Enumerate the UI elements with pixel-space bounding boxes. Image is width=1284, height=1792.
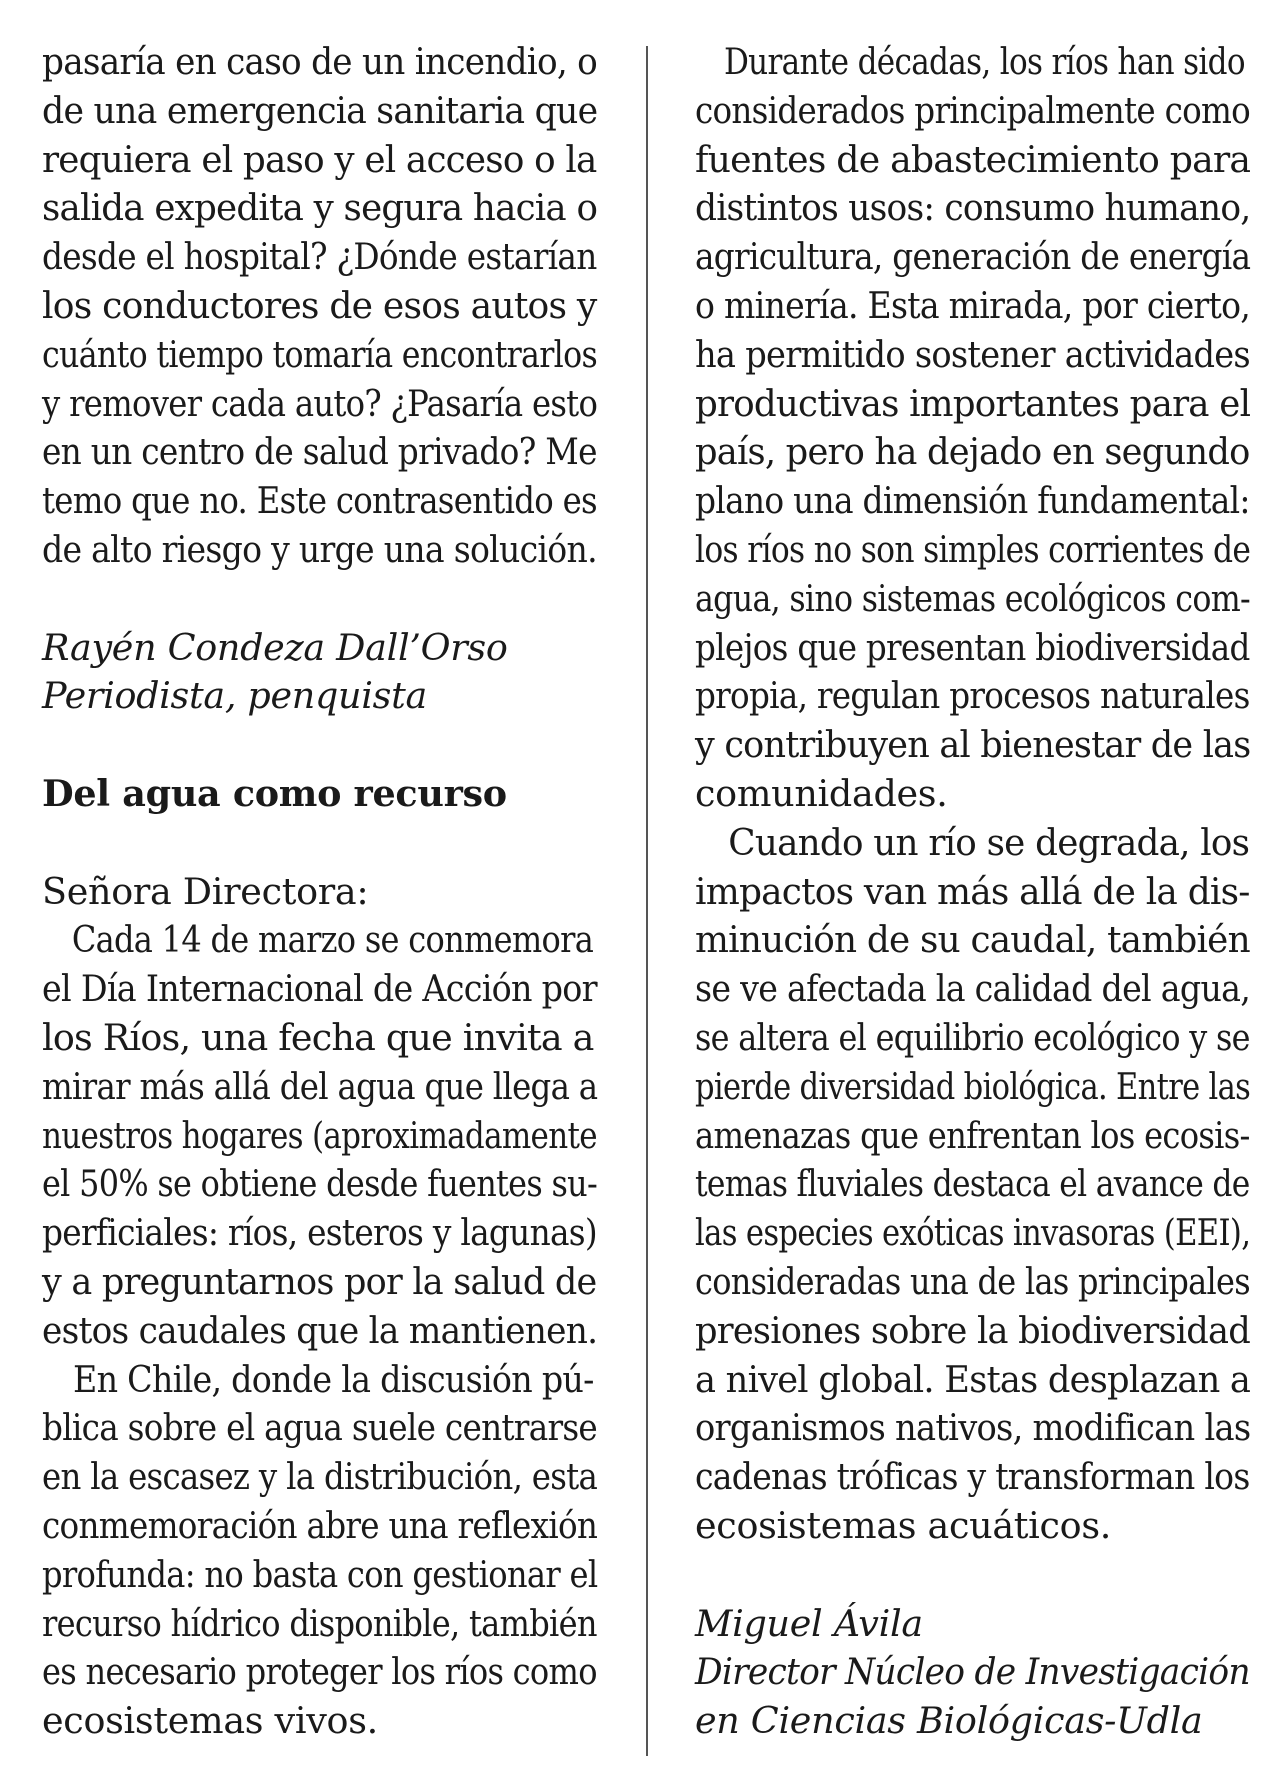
spacer [42, 721, 597, 770]
text-line: de alto riesgo y urge una solución. [42, 527, 597, 571]
text-line: agua, sino sistemas ecológicos com- [695, 576, 1251, 620]
text-line: ecosistemas vivos. [42, 1699, 378, 1743]
author-affiliation: en Ciencias Biológicas-Udla [695, 1699, 1203, 1743]
text-line: a nivel global. Estas desplazan a [695, 1357, 1251, 1401]
text-line: el 50% se obtiene desde fuentes su- [42, 1162, 598, 1206]
text-line: profunda: no basta con gestionar el [42, 1552, 598, 1596]
text-line: cadenas tróficas y transforman los [695, 1455, 1250, 1499]
signature-block [42, 624, 597, 722]
paragraph [695, 819, 1250, 1551]
text-line: nuestros hogares (aproximadamente [42, 1113, 597, 1157]
text-line: se altera el equilibrio ecológico y se [695, 1015, 1250, 1059]
text-line: propia, regulan procesos naturales [695, 674, 1250, 718]
text-line: temas fluviales destaca el avance de [695, 1162, 1250, 1206]
salutation: Señora Directora: [42, 869, 369, 913]
text-line: y remover cada auto? ¿Pasaría esto [42, 381, 598, 425]
text-line: perficiales: ríos, esteros y lagunas) [42, 1211, 597, 1255]
text-line: temo que no. Este contrasentido es [42, 479, 597, 523]
text-line: pierde diversidad biológica. Entre las [695, 1064, 1251, 1108]
text-line: se ve afectada la calidad del agua, [695, 967, 1251, 1011]
spacer [695, 1551, 1250, 1600]
paragraph [695, 38, 1250, 819]
text-line: productivas importantes para el [695, 381, 1251, 425]
text-line: en un centro de salud privado? Me [42, 430, 597, 474]
text-line: ha permitido sostener actividades [695, 332, 1250, 376]
spacer [42, 575, 597, 624]
text-line: cuánto tiempo tomaría encontrarlos [42, 332, 598, 376]
column-divider [646, 46, 648, 1756]
text-line: las especies exóticas invasoras (EEI), [695, 1211, 1251, 1255]
text-line: fuentes de abastecimiento para [695, 137, 1251, 181]
author-name: Rayén Condeza Dall’Orso [42, 625, 508, 669]
text-line: el Día Internacional de Acción por [42, 967, 597, 1011]
text-line: amenazas que enfrentan los ecosis- [695, 1113, 1250, 1157]
paragraph [42, 916, 597, 1355]
text-line: país, pero ha dejado en segundo [695, 430, 1250, 474]
text-line: agricultura, generación de energía [695, 235, 1251, 279]
text-line: plano una dimensión fundamental: [695, 479, 1250, 523]
text-line: requiera el paso y el acceso o la [42, 137, 597, 181]
text-line: En Chile, donde la discusión pú- [73, 1357, 594, 1401]
text-line: salida expedita y segura hacia o [42, 186, 598, 230]
text-line: minución de su caudal, también [695, 918, 1250, 962]
text-line: Durante décadas, los ríos han sido [723, 40, 1245, 83]
right-column [695, 38, 1250, 1746]
text-line: desde el hospital? ¿Dónde estarían [42, 235, 597, 279]
text-line: en la escasez y la distribución, esta [42, 1455, 598, 1499]
author-role: Director Núcleo de Investigación [695, 1650, 1250, 1694]
text-line: los conductores de esos autos y [42, 283, 597, 327]
text-line: presiones sobre la biodiversidad [695, 1308, 1251, 1352]
text-line: de una emergencia sanitaria que [42, 88, 598, 132]
text-line: plejos que presentan biodiversidad [695, 625, 1250, 669]
left-column [42, 38, 597, 1746]
text-line: consideradas una de las principales [695, 1259, 1250, 1303]
continuation-paragraph [42, 38, 597, 575]
text-line: mirar más allá del agua que llega a [42, 1064, 598, 1108]
text-line: y a preguntarnos por la salud de [42, 1259, 597, 1303]
author-name: Miguel Ávila [695, 1601, 923, 1645]
text-line: es necesario proteger los ríos como [42, 1650, 597, 1694]
text-line: pasaría en caso de un incendio, o [42, 40, 598, 83]
text-line: distintos usos: consumo humano, [695, 186, 1251, 230]
author-role: Periodista, penquista [42, 674, 427, 718]
text-line: organismos nativos, modifican las [695, 1406, 1251, 1450]
text-line: Cuando un río se degrada, los [728, 820, 1250, 864]
text-line: impactos van más allá de la dis- [695, 869, 1250, 913]
text-line: conmemoración abre una reflexión [42, 1503, 598, 1547]
letter-heading: Del agua como recurso [42, 771, 507, 815]
text-line: Cada 14 de marzo se conmemora [71, 918, 594, 962]
text-line: los Ríos, una fecha que invita a [42, 1015, 594, 1059]
text-line: recurso hídrico disponible, también [42, 1601, 597, 1645]
signature-block [695, 1600, 1250, 1746]
spacer [42, 819, 597, 868]
text-line: los ríos no son simples corrientes de [695, 527, 1251, 571]
text-line: estos caudales que la mantienen. [42, 1308, 598, 1352]
text-line: considerados principalmente como [695, 88, 1251, 132]
text-line: ecosistemas acuáticos. [695, 1503, 1112, 1547]
text-line: y contribuyen al bienestar de las [695, 723, 1251, 767]
text-line: o minería. Esta mirada, por cierto, [695, 283, 1251, 327]
paragraph [42, 1356, 597, 1746]
text-line: comunidades. [695, 771, 948, 815]
text-line: blica sobre el agua suele centrarse [42, 1406, 598, 1450]
